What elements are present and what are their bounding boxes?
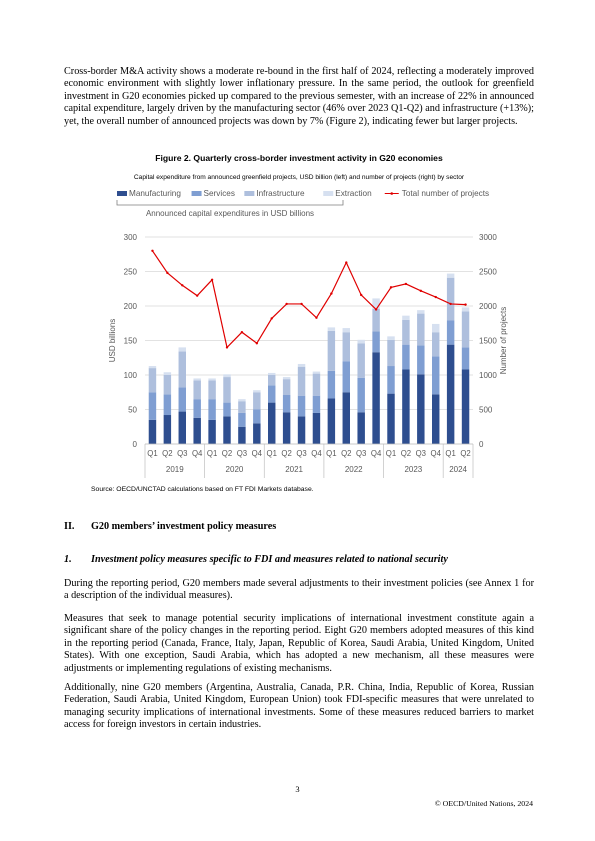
- x-tick-label: Q3: [177, 449, 188, 458]
- y2-tick-label: 2500: [479, 267, 497, 277]
- legend-label: Extraction: [335, 189, 372, 198]
- projects-point: [226, 346, 228, 348]
- projects-point: [256, 342, 258, 344]
- body-paragraph: Measures that seek to manage potential security implications of international investment constitute again a significant share of the policy changes in the reporting period. Eight G20 members adopted measures of this kind in the reporting period (Canada, France, Italy, Japan, Republic of Korea, Saudi Arabia, United Kingdom, United States). With one exception, Saudi Arabia, which has adopted a new mechanism, all these measures were adjustments or implementing regulations of existing mechanisms.: [64, 613, 534, 674]
- bar-segment: [164, 375, 171, 394]
- bar-segment: [149, 392, 156, 420]
- bar-segment: [298, 367, 305, 396]
- bar-segment: [268, 385, 275, 402]
- x-tick-label: Q2: [460, 449, 471, 458]
- y-tick-label: 150: [123, 336, 137, 346]
- page-number: 3: [295, 784, 300, 794]
- bar-segment: [357, 378, 364, 413]
- bar-segment: [387, 336, 394, 339]
- x-tick-label: Q3: [296, 449, 307, 458]
- section-title: G20 members’ investment policy measures: [91, 521, 277, 532]
- bar-segment: [462, 369, 469, 444]
- year-label: 2021: [285, 465, 303, 474]
- bar-segment: [328, 398, 335, 444]
- year-label: 2023: [404, 465, 423, 474]
- chart-legend: [117, 189, 489, 198]
- bar-segment: [193, 381, 200, 400]
- y-tick-label: 50: [128, 405, 137, 415]
- body-paragraph: During the reporting period, G20 members made several adjustments to their investment policies (see Annex 1 for a description of the individual measures).: [64, 578, 534, 602]
- bar-segment: [238, 399, 245, 401]
- x-tick-label: Q4: [430, 449, 441, 458]
- bar-segment: [283, 379, 290, 395]
- projects-point: [390, 286, 392, 288]
- y2-tick-label: 0: [479, 440, 484, 449]
- projects-point: [330, 292, 332, 294]
- y-tick-label: 100: [123, 371, 137, 380]
- bar-segment: [268, 373, 275, 375]
- projects-point: [345, 261, 347, 263]
- bar-segment: [387, 394, 394, 444]
- bar-segment: [298, 416, 305, 444]
- bracket-line: [117, 200, 343, 205]
- section-number: II.: [64, 521, 75, 532]
- bar-segment: [298, 396, 305, 417]
- bar-segment: [343, 392, 350, 444]
- x-tick-label: Q1: [385, 449, 397, 458]
- projects-point: [405, 283, 407, 285]
- projects-point: [181, 284, 183, 286]
- bar-segment: [223, 374, 230, 377]
- bar-segment: [223, 403, 230, 417]
- bar-segment: [179, 387, 186, 411]
- bar-segment: [462, 307, 469, 311]
- bar-segment: [328, 331, 335, 371]
- bar-segment: [208, 420, 215, 444]
- bar-segment: [462, 312, 469, 348]
- x-tick-label: Q1: [147, 449, 158, 458]
- legend-label: Infrastructure: [256, 189, 305, 198]
- bar-segment: [164, 415, 171, 444]
- bar-segment: [179, 347, 186, 351]
- x-tick-label: Q2: [221, 449, 233, 458]
- y2-axis-title: Number of projects: [499, 306, 508, 375]
- bar-segment: [328, 327, 335, 330]
- bar-segment: [357, 412, 364, 444]
- bar-segment: [283, 395, 290, 412]
- x-tick-label: Q3: [355, 449, 367, 458]
- x-tick-label: Q1: [206, 449, 218, 458]
- bar-segment: [313, 396, 320, 413]
- projects-point: [300, 303, 302, 305]
- figure-source: Source: OECD/UNCTAD calculations based on FT FDI Markets database.: [91, 486, 314, 493]
- x-tick-label: Q1: [326, 449, 337, 458]
- bar-segment: [417, 310, 424, 313]
- bar-segment: [193, 418, 200, 444]
- projects-point: [435, 296, 437, 298]
- projects-point: [420, 290, 422, 292]
- bar-segment: [343, 361, 350, 392]
- bar-segment: [313, 374, 320, 396]
- bar-segment: [313, 372, 320, 374]
- intro-paragraph: Cross-border M&A activity shows a moderate re-bound in the first half of 2024, reflecting a moderately improved economic environment with slightly lower inflationary pressure. In the same period, the outlook for greenfield investment in G20 economies picked up compared to the previous semester, with an increase of 22% in announced capital expenditure, largely driven by the manufacturing sector (46% over 2023 Q1-Q2) and infrastructure (+13%); yet, the overall number of announced projects was down by 7% (Figure 2), indicating fewer but larger projects.: [64, 66, 534, 127]
- bar-segment: [402, 316, 409, 320]
- bar-segment: [328, 371, 335, 399]
- bar-segment: [417, 314, 424, 346]
- bar-segment: [432, 356, 439, 394]
- bar-segment: [223, 416, 230, 444]
- bar-segment: [253, 392, 260, 409]
- bar-segment: [343, 332, 350, 361]
- bar-segment: [238, 427, 245, 444]
- x-tick-label: Q2: [400, 449, 412, 458]
- projects-point: [271, 317, 273, 319]
- bar-segment: [387, 340, 394, 366]
- y2-tick-label: 3000: [479, 233, 497, 242]
- projects-point: [315, 317, 317, 319]
- bar-segment: [372, 332, 379, 353]
- bar-segment: [402, 345, 409, 370]
- bar-segment: [208, 381, 215, 400]
- bar-segment: [253, 410, 260, 424]
- y-tick-label: 300: [123, 233, 137, 242]
- x-tick-label: Q1: [445, 449, 456, 458]
- subsection-title: Investment policy measures specific to FDI and measures related to national security: [91, 554, 448, 565]
- figure-subtitle: Capital expenditure from announced greenfield projects, USD billion (left) and number of projects (right) by sector: [133, 174, 465, 181]
- bar-segment: [447, 274, 454, 278]
- bar-segment: [313, 413, 320, 444]
- bar-segment: [179, 412, 186, 444]
- bar-segment: [343, 328, 350, 332]
- x-tick-label: Q2: [162, 449, 173, 458]
- x-tick-label: Q3: [415, 449, 427, 458]
- bar-segment: [462, 347, 469, 369]
- bar-segment: [268, 375, 275, 385]
- projects-point: [166, 272, 168, 274]
- copyright: © OECD/United Nations, 2024: [434, 799, 533, 808]
- x-tick-label: Q3: [236, 449, 248, 458]
- projects-point: [375, 308, 377, 310]
- bar-segment: [432, 324, 439, 332]
- year-label: 2024: [449, 465, 467, 474]
- legend-swatch: [192, 191, 202, 196]
- bar-segment: [253, 423, 260, 444]
- figure-title: Figure 2. Quarterly cross-border investment activity in G20 economies: [155, 153, 443, 163]
- x-tick-label: Q1: [266, 449, 277, 458]
- bar-segment: [238, 413, 245, 427]
- bar-segment: [447, 345, 454, 444]
- y-tick-label: 200: [123, 302, 137, 311]
- investment-chart: [95, 184, 515, 484]
- bar-segment: [447, 278, 454, 321]
- bar-segment: [149, 366, 156, 368]
- body-paragraph: Additionally, nine G20 members (Argentina, Australia, Canada, P.R. China, India, Republic of Korea, Russian Federation, Saudi Arabia, United Kingdom, European Union) took FDI-specific measures that were unrelated to managing security implications of international investments. Some of these measures reduced barriers to market access for foreign investors in certain industries.: [64, 682, 534, 731]
- legend-label: Services: [203, 189, 235, 198]
- projects-point: [211, 279, 213, 281]
- bar-segment: [193, 378, 200, 380]
- y-tick-label: 0: [132, 440, 137, 449]
- x-tick-label: Q4: [311, 449, 322, 458]
- bar-segment: [208, 399, 215, 420]
- bar-segment: [357, 340, 364, 343]
- bar-segment: [447, 320, 454, 344]
- year-label: 2019: [165, 465, 184, 474]
- x-tick-label: Q2: [281, 449, 292, 458]
- bar-segment: [432, 394, 439, 444]
- legend-swatch: [323, 191, 333, 196]
- bar-segment: [164, 372, 171, 375]
- projects-point: [360, 294, 362, 296]
- projects-point: [464, 303, 466, 305]
- section-heading: [64, 521, 276, 532]
- bar-segment: [268, 403, 275, 444]
- bar-segment: [298, 364, 305, 367]
- y2-tick-label: 2000: [479, 302, 497, 311]
- chart-bars: [149, 274, 470, 444]
- y-axis-title: USD billions: [108, 318, 117, 363]
- bar-segment: [283, 412, 290, 444]
- x-tick-label: Q4: [370, 449, 382, 458]
- y-tick-label: 250: [123, 267, 137, 277]
- subsection-number: 1.: [64, 554, 72, 565]
- x-tick-label: Q4: [251, 449, 263, 458]
- bar-segment: [208, 378, 215, 380]
- bar-segment: [372, 352, 379, 444]
- year-label: 2020: [225, 465, 244, 474]
- legend-swatch: [244, 191, 254, 196]
- legend-bracket: [117, 200, 343, 218]
- projects-point: [241, 331, 243, 333]
- bar-segment: [387, 366, 394, 394]
- bar-segment: [372, 309, 379, 332]
- projects-point: [449, 303, 451, 305]
- bar-segment: [179, 352, 186, 388]
- y2-tick-label: 1000: [479, 371, 497, 380]
- bar-segment: [238, 401, 245, 413]
- bar-segment: [357, 343, 364, 378]
- x-tick-label: Q2: [341, 449, 352, 458]
- bar-segment: [193, 399, 200, 418]
- bar-segment: [432, 332, 439, 356]
- x-tick-label: Q4: [191, 449, 203, 458]
- y2-tick-label: 1500: [479, 336, 497, 346]
- projects-point: [196, 294, 198, 296]
- bar-segment: [164, 394, 171, 415]
- legend-swatch: [117, 191, 127, 196]
- projects-point: [151, 250, 153, 252]
- legend-line-marker: [390, 192, 393, 195]
- bar-segment: [149, 368, 156, 392]
- year-label: 2022: [344, 465, 363, 474]
- bar-segment: [149, 420, 156, 444]
- subsection-heading: [64, 554, 448, 565]
- bar-segment: [283, 377, 290, 379]
- bracket-label: Announced capital expenditures in USD billions: [145, 209, 315, 218]
- bar-segment: [402, 320, 409, 345]
- bar-segment: [417, 374, 424, 444]
- bar-segment: [223, 377, 230, 403]
- legend-label: Manufacturing: [129, 189, 181, 198]
- y2-tick-label: 500: [479, 405, 493, 415]
- legend-label: Total number of projects: [401, 189, 490, 198]
- projects-point: [285, 303, 287, 305]
- bar-segment: [417, 345, 424, 374]
- bar-segment: [402, 369, 409, 444]
- bar-segment: [253, 390, 260, 392]
